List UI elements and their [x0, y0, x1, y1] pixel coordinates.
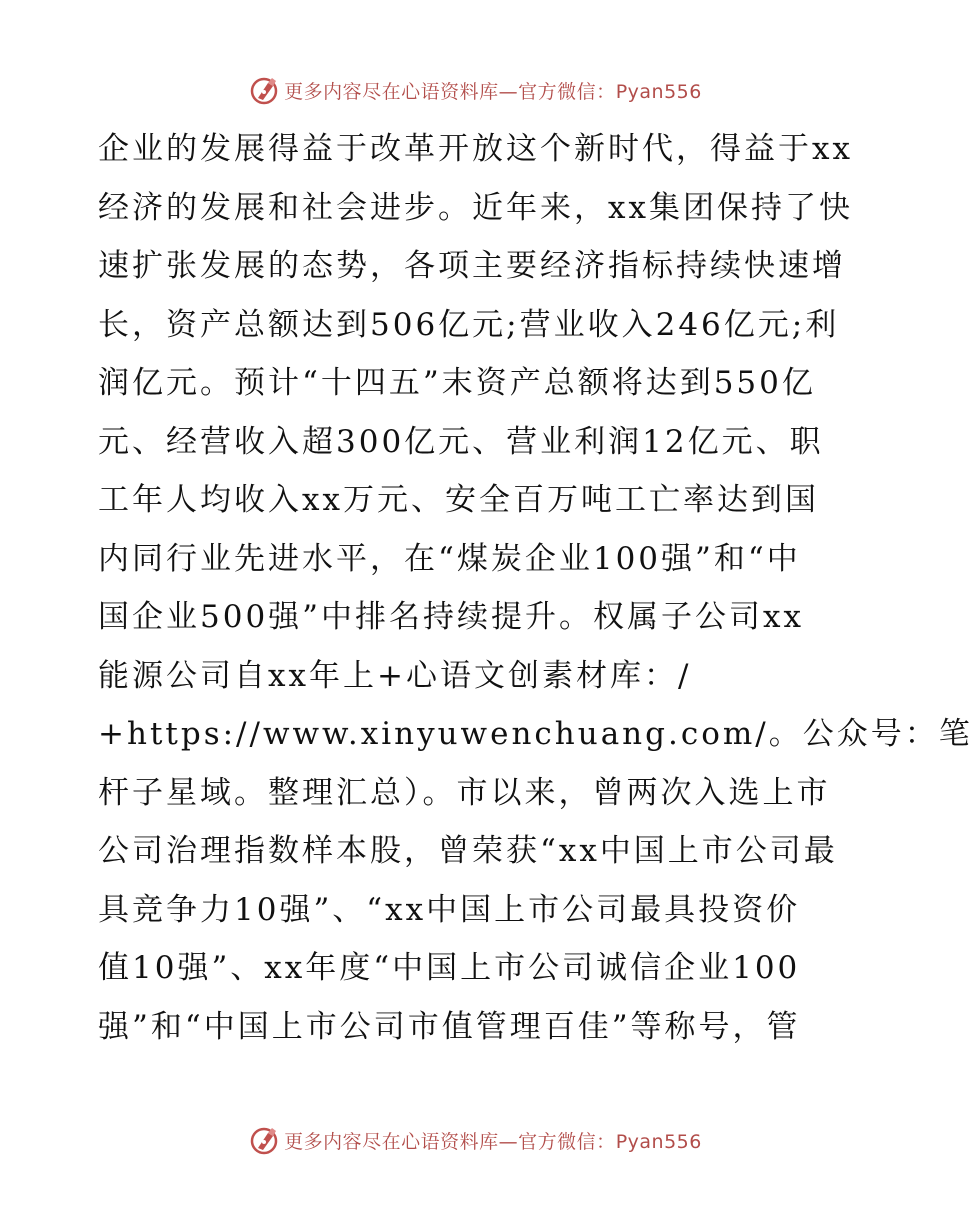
header-separator: — — [498, 80, 519, 103]
text-line: 国企业500强”中排名持续提升。权属子公司xx — [98, 599, 804, 635]
text-line: 企业的发展得益于改革开放这个新时代，得益于xx — [98, 131, 853, 167]
text-line: 元、经营收入超300亿元、营业利润12亿元、职 — [98, 423, 824, 460]
text-line: 能源公司自xx年上+心语文创素材库：/ — [98, 657, 692, 694]
footer-wechat-id: Pyan556 — [615, 1130, 702, 1153]
text-line: 速扩张发展的态势，各项主要经济指标持续快速增 — [98, 248, 846, 284]
footer-watermark — [0, 1120, 950, 1160]
text-line: 经济的发展和社会进步。近年来，xx集团保持了快 — [98, 189, 853, 226]
text-line: 强”和“中国上市公司市值管理百佳”等称号，管 — [98, 1008, 801, 1045]
text-line: 内同行业先进水平，在“煤炭企业100强”和“中 — [98, 540, 801, 577]
footer-wechat-label: 官方微信： — [518, 1130, 616, 1153]
header-wechat-label: 官方微信： — [518, 80, 616, 103]
footer-separator: — — [498, 1130, 519, 1153]
header-brand-text: 更多内容尽在心语资料库 — [284, 80, 499, 103]
footer-brand-text: 更多内容尽在心语资料库 — [284, 1130, 499, 1153]
footer-banner-text — [284, 1127, 702, 1154]
pen-nib-logo-icon — [248, 74, 280, 106]
header-wechat-id: Pyan556 — [615, 80, 702, 103]
text-line: 杆子星域。整理汇总）。市以来，曾两次入选上市 — [98, 774, 831, 811]
text-line: 润亿元。预计“十四五”末资产总额将达到550亿 — [98, 365, 816, 401]
text-line: 长，资产总额达到506亿元;营业收入246亿元;利 — [98, 306, 840, 343]
pen-nib-logo-icon — [248, 1124, 280, 1156]
text-line: +https://www.xinyuwenchuang.com/。公众号：笔 — [98, 716, 973, 752]
text-line: 值10强”、xx年度“中国上市公司诚信企业100 — [98, 950, 801, 986]
text-line: 公司治理指数样本股，曾荣获“xx中国上市公司最 — [98, 833, 838, 869]
header-banner-text — [284, 77, 702, 104]
document-body — [98, 120, 973, 1056]
text-line: 具竞争力10强”、“xx中国上市公司最具投资价 — [98, 891, 801, 928]
text-line: 工年人均收入xx万元、安全百万吨工亡率达到国 — [98, 482, 819, 518]
header-watermark — [0, 70, 950, 110]
